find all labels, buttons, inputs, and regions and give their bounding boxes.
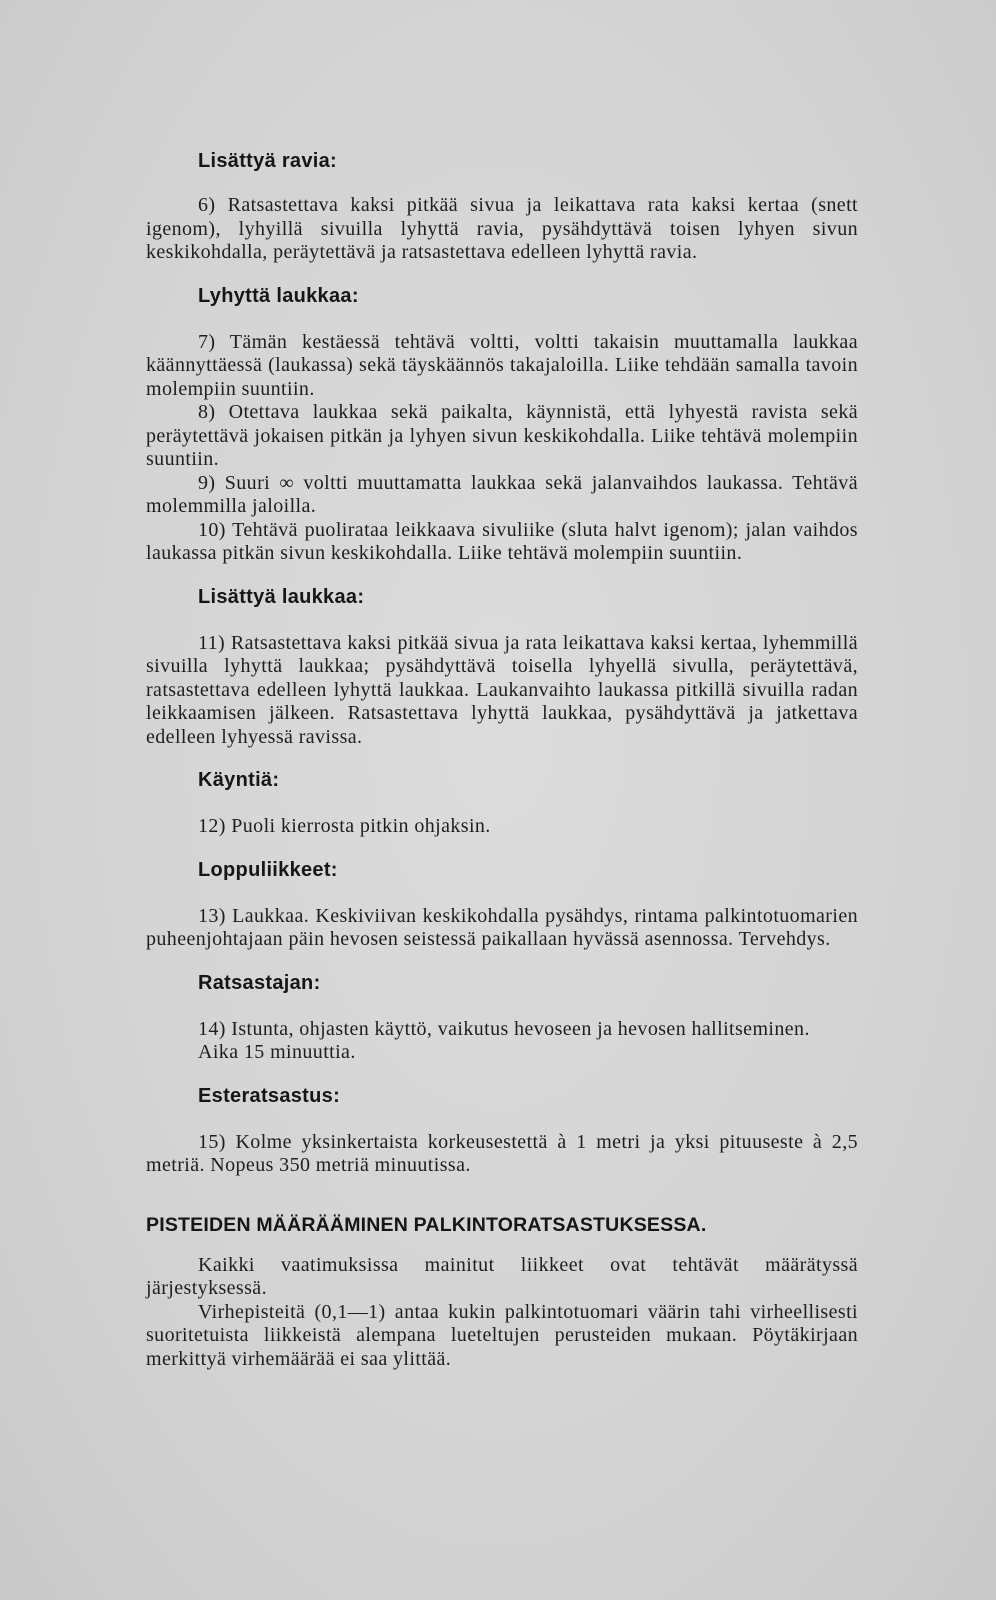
- heading-pisteiden-maaraaminen: PISTEIDEN MÄÄRÄÄMINEN PALKINTORATSASTUKSESSA.: [146, 1213, 707, 1236]
- paragraph-9: 9) Suuri ∞ voltti muuttamatta laukkaa sekä jalanvaihdos laukassa. Tehtävä molemmilla jaloilla.: [146, 471, 858, 517]
- heading-lisatty-ravia: Lisättyä ravia:: [198, 150, 338, 172]
- paragraph-11: 11) Ratsastettava kaksi pitkää sivua ja rata leikattava kaksi kertaa, lyhemmillä sivuilla lyhyttä laukkaa; pysähdyttävä toisella lyhyellä sivulla, peräytettävä, ratsastettava edelleen lyhyttä laukkaa. Laukanvaihto laukassa pitkillä sivuilla radan leikkaamisen jälkeen. Ratsastettava lyhyttä laukkaa, pysähdyttävä ja jatkettava edelleen lyhyessä ravissa.: [146, 631, 858, 748]
- paragraph-8: 8) Otettava laukkaa sekä paikalta, käynnistä, että lyhyestä ravista sekä peräytettävä jokaisen pitkän ja lyhyen sivun keskikohdalla. Liike tehtävä molempiin suuntiin.: [146, 401, 858, 470]
- paragraph-14: 14) Istunta, ohjasten käyttö, vaikutus hevoseen ja hevosen hallitseminen.: [198, 1017, 810, 1040]
- heading-esteratsastus: Esteratsastus:: [198, 1084, 341, 1107]
- heading-lyhytta-laukkaa: Lyhyttä laukkaa:: [198, 284, 359, 307]
- paragraph-aika: Aika 15 minuuttia.: [198, 1041, 356, 1063]
- paragraph-7: 7) Tämän kestäessä tehtävä voltti, voltti takaisin muuttamalla laukkaa käännyttäessä (laukassa) sekä täyskäännös takajaloilla. Liike tehdään samalla tavoin molempiin suuntiin.: [146, 330, 858, 400]
- paragraph-pisteet-2: Virhepisteitä (0,1—1) antaa kukin palkintotuomari väärin tahi virheellisesti suoritetuista liikkeistä alempana lueteltujen perusteiden mukaan. Pöytäkirjaan merkittyä virhemäärää ei saa ylittää.: [146, 1300, 858, 1370]
- paragraph-pisteet-1: Kaikki vaatimuksissa mainitut liikkeet ovat tehtävät määrätyssä järjestyksessä.: [146, 1253, 858, 1299]
- heading-ratsastajan: Ratsastajan:: [198, 971, 321, 994]
- paragraph-13: 13) Laukkaa. Keskiviivan keskikohdalla pysähdys, rintama palkintotuomarien puheenjohtajaan päin hevosen seistessä paikallaan hyvässä asennossa. Tervehdys.: [146, 904, 858, 950]
- heading-loppuliikkeet: Loppuliikkeet:: [198, 858, 338, 881]
- heading-lisatty-laukkaa: Lisättyä laukkaa:: [198, 585, 365, 608]
- page-content: [146, 148, 858, 1371]
- heading-kayntia: Käyntiä:: [198, 769, 280, 791]
- paragraph-6: 6) Ratsastettava kaksi pitkää sivua ja leikattava rata kaksi kertaa (snett igenom), lyhyillä sivuilla lyhyttä ravia, pysähdyttävä toisen lyhyen sivun keskikohdalla, peräytettävä ja ratsastettava edelleen lyhyttä ravia.: [146, 194, 858, 263]
- paragraph-15: 15) Kolme yksinkertaista korkeusestettä à 1 metri ja yksi pituuseste à 2,5 metriä. Nopeus 350 metriä minuutissa.: [146, 1130, 858, 1176]
- paragraph-10: 10) Tehtävä puoliratаa leikkaava sivuliike (sluta halvt igenom); jalan vaihdos laukassa pitkän sivun keskikohdalla. Liike tehtävä molempiin suuntiin.: [146, 518, 858, 564]
- paragraph-12: 12) Puoli kierrosta pitkin ohjaksin.: [198, 815, 491, 837]
